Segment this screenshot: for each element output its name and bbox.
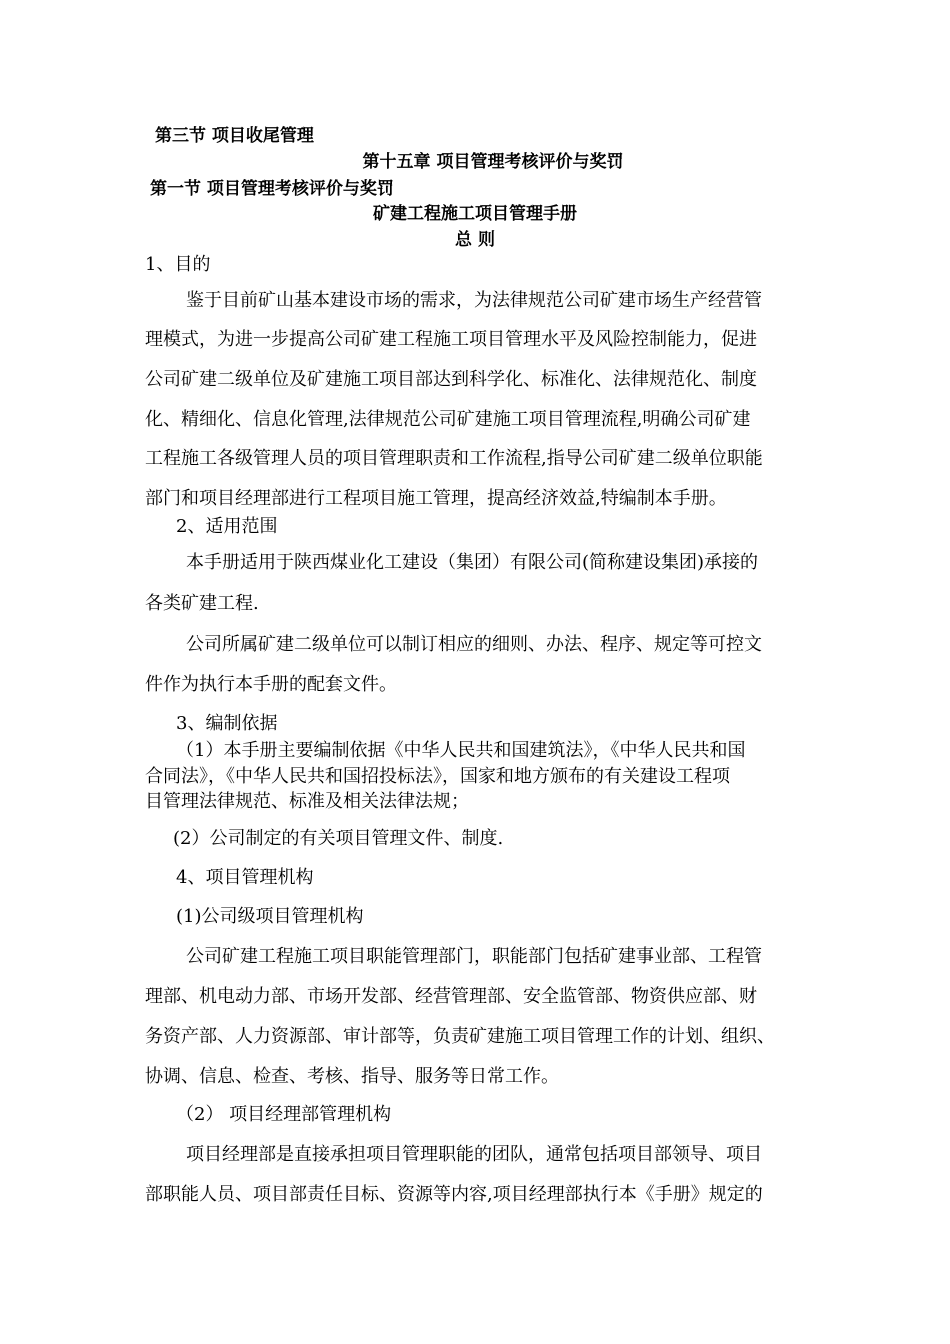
paragraph-line: 务资产部、人力资源部、审计部等，负责矿建施工项目管理工作的计划、组织、 <box>145 1026 775 1047</box>
section3-heading: 第三节 项目收尾管理 <box>155 126 314 146</box>
paragraph-line: 工程施工各级管理人员的项目管理职责和工作流程,指导公司矿建二级单位职能 <box>145 448 763 469</box>
subheading-company-level: (1)公司级项目管理机构 <box>176 906 364 927</box>
paragraph-line: 理模式，为进一步提高公司矿建工程施工项目管理水平及风险控制能力，促进 <box>145 329 757 350</box>
paragraph-line: 部门和项目经理部进行工程项目施工管理，提高经济效益,特编制本手册。 <box>145 488 727 509</box>
paragraph-line: 公司矿建二级单位及矿建施工项目部达到科学化、标准化、法律规范化、制度 <box>145 369 757 390</box>
paragraph-line: 本手册适用于陕西煤业化工建设（集团）有限公司(简称建设集团)承接的 <box>186 552 759 573</box>
para-heading-organization: 4、项目管理机构 <box>176 867 314 888</box>
paragraph-line: 部职能人员、项目部责任目标、资源等内容,项目经理部执行本《手册》规定的 <box>145 1184 763 1205</box>
paragraph-line: 项目经理部是直接承担项目管理职能的团队，通常包括项目部领导、项目 <box>186 1144 762 1165</box>
paragraph-line: (2）公司制定的有关项目管理文件、制度. <box>173 828 504 849</box>
paragraph-line: 化、精细化、信息化管理,法律规范公司矿建施工项目管理流程,明确公司矿建 <box>145 409 751 430</box>
paragraph-line: 目管理法律规范、标准及相关法律法规； <box>145 791 469 812</box>
subheading-project-department: （2） 项目经理部管理机构 <box>176 1104 392 1125</box>
paragraph-line: （1）本手册主要编制依据《中华人民共和国建筑法》，《中华人民共和国 <box>176 740 746 761</box>
paragraph-line: 件作为执行本手册的配套文件。 <box>145 674 397 695</box>
para-heading-purpose: 1、目的 <box>145 254 211 275</box>
paragraph-line: 鉴于目前矿山基本建设市场的需求，为法律规范公司矿建市场生产经营管 <box>186 290 762 311</box>
paragraph-line: 公司矿建工程施工项目职能管理部门，职能部门包括矿建事业部、工程管 <box>186 946 762 967</box>
paragraph-line: 各类矿建工程. <box>145 593 259 614</box>
chapter15-heading: 第十五章 项目管理考核评价与奖罚 <box>362 152 624 172</box>
section1-heading: 第一节 项目管理考核评价与奖罚 <box>150 179 394 199</box>
general-heading: 总 则 <box>455 230 495 250</box>
manual-title: 矿建工程施工项目管理手册 <box>373 204 577 224</box>
paragraph-line: 理部、机电动力部、市场开发部、经营管理部、安全监管部、物资供应部、财 <box>145 986 757 1007</box>
para-heading-basis: 3、编制依据 <box>176 713 278 734</box>
paragraph-line: 合同法》，《中华人民共和国招投标法》，国家和地方颁布的有关建设工程项 <box>145 766 730 787</box>
paragraph-line: 协调、信息、检查、考核、指导、服务等日常工作。 <box>145 1066 559 1087</box>
para-heading-scope: 2、适用范围 <box>176 516 278 537</box>
paragraph-line: 公司所属矿建二级单位可以制订相应的细则、办法、程序、规定等可控文 <box>186 634 762 655</box>
